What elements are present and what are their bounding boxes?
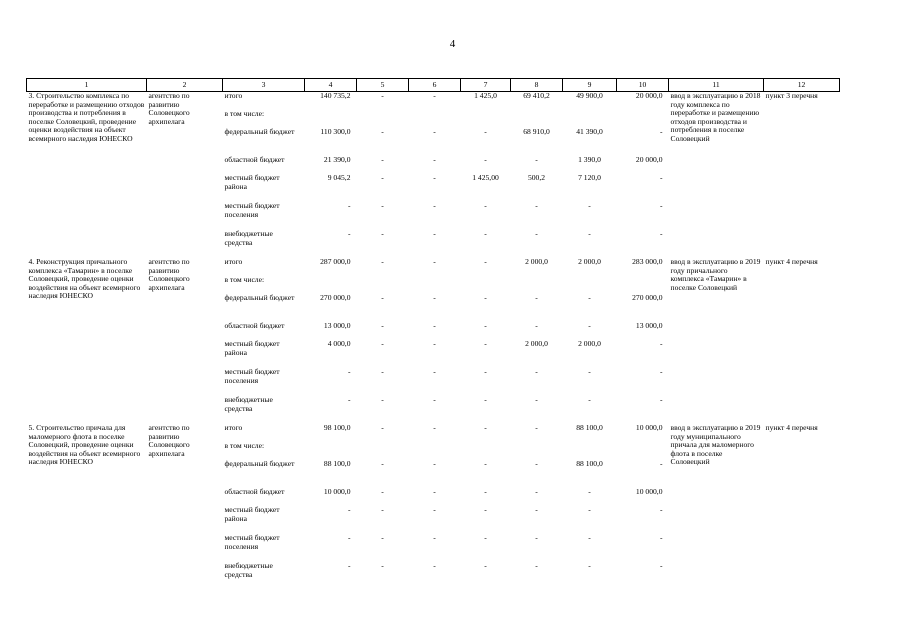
column-number: 12 [764,79,840,92]
funding-value [617,276,669,294]
funding-value: - [535,459,538,468]
funding-value: - [484,155,487,164]
responsible-agency: агентство по развитию Соловецкого архипелага [148,91,190,126]
funding-source: внебюджетные средства [224,229,273,247]
funding-value [511,110,563,128]
funding-value: - [659,561,663,570]
funding-value: - [484,533,487,542]
funding-value: - [347,533,351,542]
funding-value: - [588,505,591,514]
funding-value: 287 000,0 [320,257,351,266]
funding-value: - [381,561,384,570]
funding-source: местный бюджет района [224,173,280,191]
table-body [27,92,840,591]
funding-value: - [347,201,351,210]
funding-value: - [659,533,663,542]
funding-value: - [535,561,538,570]
funding-value: 1 425,0 [474,91,497,100]
funding-value: - [381,91,384,100]
funding-value [511,276,563,294]
funding-value [563,442,617,460]
funding-value: 49 900,0 [576,91,603,100]
funding-value: - [433,321,436,330]
funding-value [563,276,617,294]
funding-value: - [484,229,487,238]
funding-value [357,442,409,460]
funding-value: 4 000,0 [327,339,351,348]
funding-value: 98 100,0 [323,423,351,432]
funding-source: местный бюджет района [224,339,280,357]
funding-value: - [588,395,591,404]
responsible-agency: агентство по развитию Соловецкого архипелага [148,257,190,292]
funding-value: - [588,487,591,496]
funding-value: - [484,201,487,210]
funding-value: - [659,505,663,514]
funding-value: - [381,127,384,136]
column-number: 4 [305,79,357,92]
funding-value: - [381,533,384,542]
column-number: 9 [563,79,617,92]
funding-value: - [433,423,436,432]
funding-value [409,442,461,460]
funding-value: - [433,173,436,182]
funding-value: 140 735,2 [320,91,351,100]
column-number: 11 [669,79,764,92]
funding-value: - [381,459,384,468]
funding-value: 283 000,0 [632,257,663,266]
funding-value: - [535,423,538,432]
funding-source: местный бюджет района [224,505,280,523]
funding-value: - [535,201,538,210]
table-row [27,424,840,442]
funding-value: - [433,257,436,266]
funding-value: 13 000,0 [635,321,663,330]
header-row [27,79,840,92]
funding-source: итого [224,257,243,266]
funding-value [357,276,409,294]
funding-value: - [484,339,487,348]
page-number: 4 [449,38,456,50]
column-number: 10 [617,79,669,92]
funding-value: - [484,257,487,266]
funding-value: 270 000,0 [320,293,351,302]
list-reference: пункт 4 перечня [765,423,818,432]
funding-value: - [535,155,538,164]
funding-value [461,276,511,294]
list-reference: пункт 4 перечня [765,257,818,266]
list-reference: пункт 3 перечня [765,91,818,100]
funding-value: - [347,229,351,238]
funding-source: областной бюджет [224,321,285,330]
project-description: 4. Реконструкция причального комплекса «Тамарин» в поселке Соловецкий, проведение оценки воздействия на объект всемирного наследия ЮНЕСКО [28,257,141,301]
funding-value: - [433,339,436,348]
funding-value: - [433,533,436,542]
funding-value: 21 390,0 [323,155,351,164]
funding-value: 10 000,0 [635,423,663,432]
funding-value [409,110,461,128]
funding-value: - [347,395,351,404]
funding-source: областной бюджет [224,155,285,164]
funding-value: 1 390,0 [578,155,601,164]
funding-value: - [433,487,436,496]
funding-value [305,276,357,294]
funding-value: - [381,229,384,238]
funding-source: местный бюджет поселения [224,533,280,551]
funding-value: - [381,423,384,432]
funding-value: - [484,505,487,514]
funding-source: итого [224,423,243,432]
funding-value: - [347,367,351,376]
funding-value: - [659,459,663,468]
funding-value: - [484,423,487,432]
funding-value: - [535,321,538,330]
funding-value: 69 410,2 [523,91,550,100]
funding-value: - [484,459,487,468]
funding-value: - [535,293,538,302]
funding-value: - [588,201,591,210]
funding-value: - [381,505,384,514]
funding-value: - [381,201,384,210]
funding-value: 41 390,0 [576,127,603,136]
column-number: 1 [27,79,147,92]
funding-value: - [381,367,384,376]
funding-value: - [347,561,351,570]
funding-value [617,442,669,460]
funding-value: - [433,127,436,136]
funding-value: - [381,173,384,182]
funding-value: 13 000,0 [323,321,351,330]
funding-value: 2 000,0 [578,257,601,266]
funding-value: - [484,321,487,330]
funding-value: - [535,533,538,542]
funding-value: - [659,367,663,376]
funding-value: - [433,293,436,302]
funding-value: - [381,257,384,266]
funding-value: 7 120,0 [578,173,601,182]
funding-value: - [433,505,436,514]
funding-value: - [588,367,591,376]
funding-value: 2 000,0 [578,339,601,348]
funding-source: внебюджетные средства [224,561,273,579]
funding-value: 68 910,0 [523,127,550,136]
funding-value: 20 000,0 [635,91,663,100]
funding-value: - [484,487,487,496]
column-number: 8 [511,79,563,92]
funding-source: местный бюджет поселения [224,201,280,219]
expected-result: ввод в эксплуатацию в 2019 году муниципального причала для маломерного флота в поселке Соловецкий [670,423,761,467]
funding-value: - [535,229,538,238]
funding-value: 10 000,0 [323,487,351,496]
funding-value [461,442,511,460]
funding-value [511,442,563,460]
funding-value: - [433,367,436,376]
expected-result: ввод в эксплуатацию в 2018 году комплекса по переработке и размещению отходов производства и потребления в поселке Соловецкий [670,91,761,143]
funding-value [357,110,409,128]
funding-value [305,110,357,128]
funding-value: - [659,229,663,238]
funding-source: федеральный бюджет [224,293,295,302]
funding-value: 2 000,0 [525,257,548,266]
funding-value: - [659,173,663,182]
table-row [27,92,840,111]
funding-value: 270 000,0 [632,293,663,302]
funding-value [461,110,511,128]
funding-value: - [535,367,538,376]
funding-source: местный бюджет поселения [224,367,280,385]
funding-value: - [484,127,487,136]
expected-result: ввод в эксплуатацию в 2019 году причального комплекса «Тамарин» в поселке Соловецкий [670,257,761,292]
funding-value: - [484,395,487,404]
funding-value: - [381,321,384,330]
funding-source: федеральный бюджет [224,127,295,136]
funding-source: внебюджетные средства [224,395,273,413]
funding-value: 20 000,0 [635,155,663,164]
funding-value: - [535,505,538,514]
funding-value: 88 100,0 [576,423,603,432]
funding-value: - [535,487,538,496]
funding-source: в том числе: [224,275,265,284]
funding-value: - [433,91,436,100]
column-number: 5 [357,79,409,92]
funding-value: 500,2 [527,173,546,182]
funding-value: 88 100,0 [323,459,351,468]
column-number: 6 [409,79,461,92]
funding-value: - [588,533,591,542]
funding-value: - [433,229,436,238]
project-description: 5. Строительство причала для маломерного флота в поселке Соловецкий, проведение оценки воздействия на объект всемирного наследия ЮНЕСКО [28,423,141,467]
funding-value: - [484,561,487,570]
funding-value: - [381,339,384,348]
funding-source: федеральный бюджет [224,459,295,468]
funding-value: - [588,561,591,570]
project-description: 3. Строительство комплекса по переработке и размещению отходов производства и потребления в поселке Соловецкий, проведение оценки воздействия на объект всемирного наследия ЮНЕСКО [28,91,145,143]
funding-value: - [659,127,663,136]
funding-value: - [588,229,591,238]
funding-value: - [433,155,436,164]
funding-value: - [433,201,436,210]
funding-value: - [433,459,436,468]
funding-value [563,110,617,128]
funding-value: - [381,293,384,302]
funding-source: в том числе: [224,109,265,118]
funding-value: - [381,395,384,404]
funding-value: 9 045,2 [327,173,351,182]
funding-value: - [535,395,538,404]
funding-value: - [659,201,663,210]
funding-value: - [381,155,384,164]
funding-value: - [588,293,591,302]
funding-value: 88 100,0 [576,459,603,468]
funding-value: - [433,561,436,570]
column-number: 7 [461,79,511,92]
responsible-agency: агентство по развитию Соловецкого архипелага [148,423,190,458]
funding-value: - [484,367,487,376]
funding-source: областной бюджет [224,487,285,496]
funding-value: - [659,339,663,348]
funding-value [409,276,461,294]
funding-value: - [484,293,487,302]
funding-value: - [347,505,351,514]
funding-value: - [659,395,663,404]
funding-value: 10 000,0 [635,487,663,496]
funding-value [305,442,357,460]
funding-value: 1 425,00 [472,173,499,182]
funding-value [617,110,669,128]
funding-value: - [588,321,591,330]
column-number: 3 [223,79,305,92]
funding-value: - [381,487,384,496]
funding-value: 110 300,0 [320,127,351,136]
table-row [27,258,840,276]
funding-value: 2 000,0 [525,339,548,348]
financing-table [26,78,840,590]
funding-source: в том числе: [224,441,265,450]
funding-source: итого [224,91,243,100]
column-number: 2 [147,79,223,92]
funding-value: - [433,395,436,404]
